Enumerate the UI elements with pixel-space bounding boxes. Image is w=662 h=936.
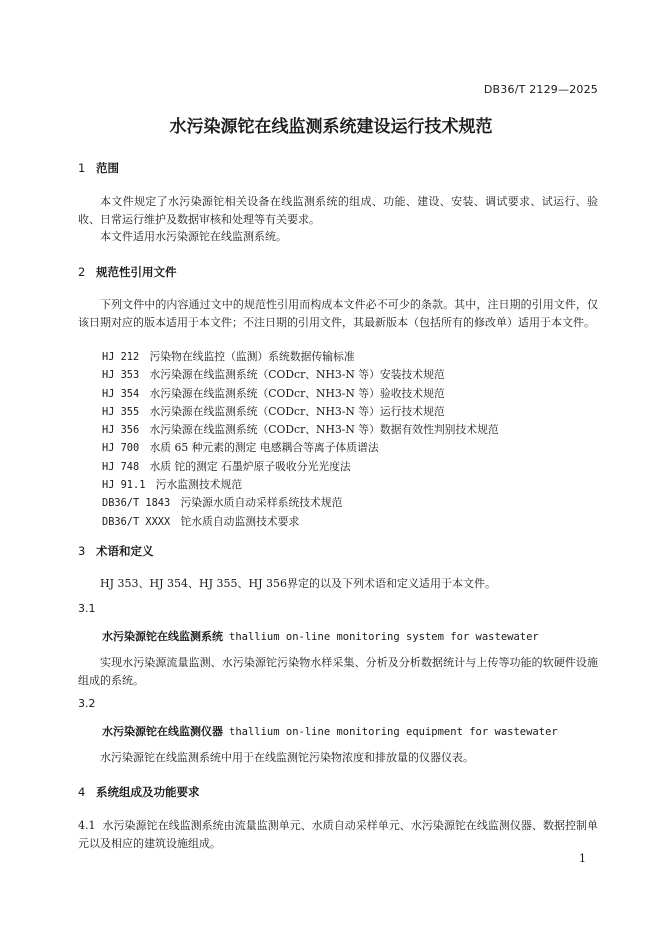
section-4-heading xyxy=(78,784,200,800)
term-entry xyxy=(102,628,539,644)
term-chinese: 水污染源铊在线监测系统 xyxy=(102,630,223,643)
term-english: thallium on-line monitoring system for wastewater xyxy=(229,631,539,643)
section-3-intro: HJ 353、HJ 354、HJ 355、HJ 356界定的以及下列术语和定义适用于本文件。 xyxy=(100,577,496,590)
section-1-paragraph-1: 本文件规定了水污染源铊相关设备在线监测系统的组成、功能、建设、安装、调试要求、试运行、验收、日常运行维护及数据审核和处理等有关要求。 xyxy=(78,195,598,226)
term-number: 3.1 xyxy=(78,602,96,615)
page-number: 1 xyxy=(579,852,586,865)
term-entry xyxy=(102,723,558,739)
section-title: 系统组成及功能要求 xyxy=(96,785,200,799)
reference-item: HJ 91.1 污水监测技术规范 xyxy=(102,478,243,492)
section-number: 1 xyxy=(78,161,86,175)
term-english: thallium on-line monitoring equipment for wastewater xyxy=(229,726,558,738)
section-title: 术语和定义 xyxy=(96,544,154,558)
section-2-heading xyxy=(78,264,177,280)
section-3-heading xyxy=(78,543,154,559)
section-1-paragraph-2: 本文件适用水污染源铊在线监测系统。 xyxy=(100,230,287,243)
reference-item: HJ 354 水污染源在线监测系统（CODcr、NH3-N 等）验收技术规范 xyxy=(102,386,445,400)
document-title: 水污染源铊在线监测系统建设运行技术规范 xyxy=(169,117,493,137)
normative-reference-list xyxy=(102,348,602,531)
reference-item: DB36/T 1843 污染源水质自动采样系统技术规范 xyxy=(102,496,343,510)
section-1-heading xyxy=(78,160,119,176)
clause-text: 水污染源铊在线监测系统由流量监测单元、水质自动采样单元、水污染源铊在线监测仪器、数据控制单元以及相应的建筑设施组成。 xyxy=(78,819,598,850)
term-definition: 水污染源铊在线监测系统中用于在线监测铊污染物浓度和排放量的仪器仪表。 xyxy=(100,751,474,764)
section-title: 规范性引用文件 xyxy=(96,265,177,279)
reference-item: HJ 355 水污染源在线监测系统（CODcr、NH3-N 等）运行技术规范 xyxy=(102,404,445,418)
clause-4-1 xyxy=(78,817,598,852)
term-chinese: 水污染源铊在线监测仪器 xyxy=(102,725,223,738)
standard-code: DB36/T 2129—2025 xyxy=(483,83,598,96)
reference-item: HJ 212 污染物在线监控（监测）系统数据传输标准 xyxy=(102,350,355,363)
section-number: 3 xyxy=(78,544,86,558)
section-title: 范围 xyxy=(96,161,119,175)
term-number: 3.2 xyxy=(78,697,96,710)
section-number: 4 xyxy=(78,785,86,799)
section-number: 2 xyxy=(78,265,86,279)
term-definition: 实现水污染源流量监测、水污染源铊污染物水样采集、分析及分析数据统计与上传等功能的软硬件设施组成的系统。 xyxy=(78,656,598,687)
section-2-intro: 下列文件中的内容通过文中的规范性引用而构成本文件必不可少的条款。其中，注日期的引用文件，仅该日期对应的版本适用于本文件；不注日期的引用文件，其最新版本（包括所有的修改单）适用于本文件。 xyxy=(78,298,598,329)
reference-item: HJ 748 水质 铊的测定 石墨炉原子吸收分光光度法 xyxy=(102,459,351,473)
reference-item: HJ 353 水污染源在线监测系统（CODcr、NH3-N 等）安装技术规范 xyxy=(102,368,445,382)
reference-item: DB36/T XXXX 铊水质自动监测技术要求 xyxy=(102,514,300,528)
clause-number: 4.1 xyxy=(78,819,96,832)
reference-item: HJ 356 水污染源在线监测系统（CODcr、NH3-N 等）数据有效性判别技术规范 xyxy=(102,423,499,437)
reference-item: HJ 700 水质 65 种元素的测定 电感耦合等离子体质谱法 xyxy=(102,441,379,455)
